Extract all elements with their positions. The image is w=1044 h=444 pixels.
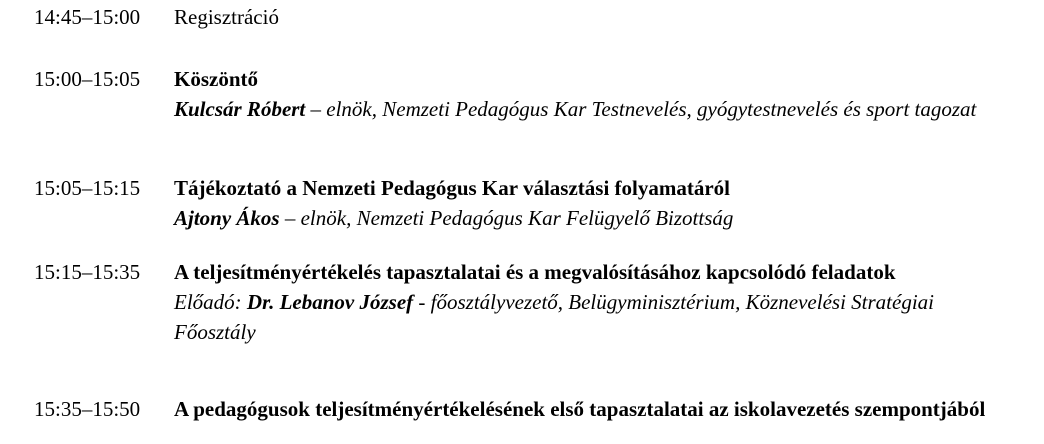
- agenda-speaker: [174, 287, 994, 347]
- speaker-name: Kulcsár Róbert: [174, 97, 306, 121]
- agenda-title: Regisztráció: [174, 5, 279, 29]
- agenda-speaker: [174, 203, 994, 233]
- agenda-time: 14:45–15:00: [34, 5, 141, 29]
- agenda-content: [174, 2, 994, 32]
- agenda-content: [174, 173, 994, 233]
- speaker-role: – elnök, Nemzeti Pedagógus Kar Felügyelő Bizottság: [279, 206, 734, 230]
- agenda-title: Köszöntő: [174, 67, 258, 91]
- speaker-role: - főosztályvezető, Belügyminisztérium, Köznevelési Stratégiai Főosztály: [174, 290, 934, 344]
- agenda-time: 15:15–15:35: [34, 260, 141, 284]
- agenda-content: [174, 64, 994, 124]
- speaker-name: Ajtony Ákos: [174, 206, 280, 230]
- agenda-title: A pedagógusok teljesítményértékelésének első tapasztalatai az iskolavezetés szempontjából: [174, 397, 986, 421]
- agenda-time: 15:00–15:05: [34, 67, 141, 91]
- agenda-time: 15:35–15:50: [34, 397, 141, 421]
- agenda-time: 15:05–15:15: [34, 176, 141, 200]
- agenda-content: [174, 257, 994, 347]
- agenda-speaker: [174, 94, 994, 124]
- agenda-title: A teljesítményértékelés tapasztalatai és a megvalósításához kapcsolódó feladatok: [174, 260, 896, 284]
- speaker-role: – elnök, Nemzeti Pedagógus Kar Testnevelés, gyógytestnevelés és sport tagozat: [305, 97, 977, 121]
- agenda-title: Tájékoztató a Nemzeti Pedagógus Kar választási folyamatáról: [174, 176, 731, 200]
- agenda-content: [174, 394, 994, 424]
- speaker-name: Dr. Lebanov József: [246, 290, 414, 314]
- speaker-prefix: Előadó:: [174, 290, 247, 314]
